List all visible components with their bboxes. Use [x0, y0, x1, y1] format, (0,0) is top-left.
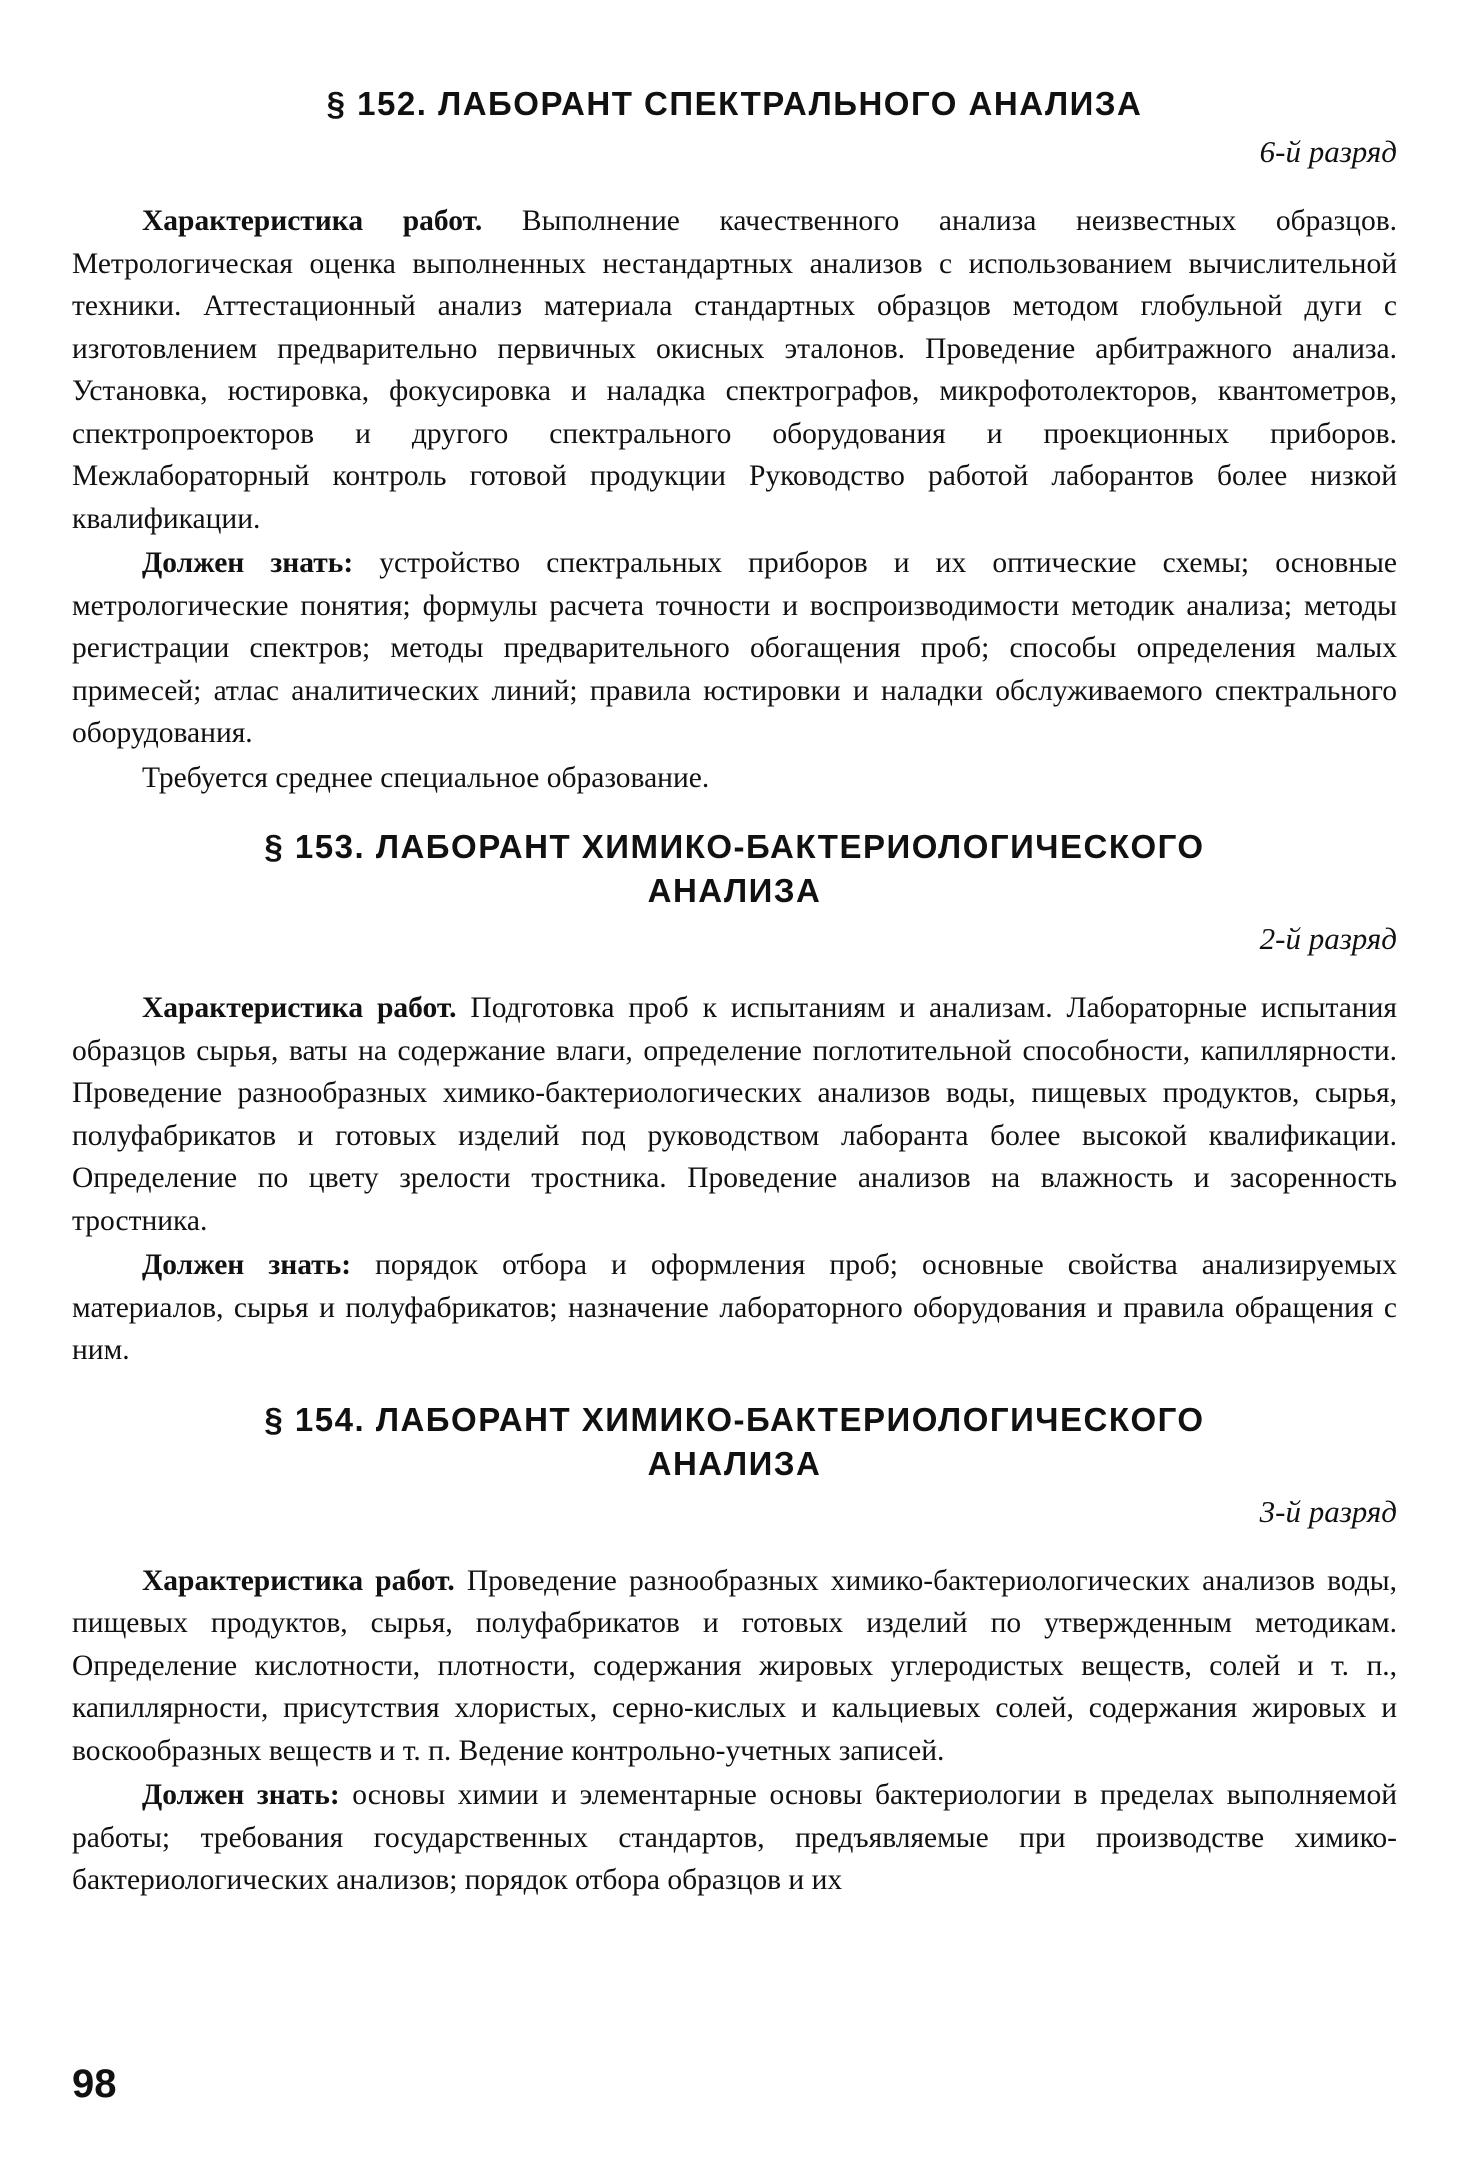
required-knowledge-label: Должен знать: — [142, 1249, 352, 1281]
section-154 — [72, 1398, 1397, 1902]
work-characteristics-text: Выполнение качественного анализа неизвестных образцов. Метрологическая оценка выполненных нестандартных анализов с использованием вычислительной техники. Аттестационный анализ материала стандартных образцов методом глобульной дуги с изготовлением предварительно первичных окисных эталонов. Проведение арбитражного анализа. Установка, юстировка, фокусировка и наладка спектрографов, микрофотолекторов, квантометров, спектропроекторов и другого спектрального оборудования и проекционных приборов. Межлабораторный контроль готовой продукции Руководство работой лаборантов более низкой квалификации. — [72, 205, 1398, 535]
work-characteristics-label: Характеристика работ. — [142, 205, 483, 237]
section-grade: 6-й разряд — [1259, 134, 1397, 169]
work-characteristics-label: Характеристика работ. — [142, 992, 457, 1024]
education-requirement: Требуется среднее специальное образование. — [142, 761, 710, 794]
section-153 — [72, 825, 1397, 1372]
required-knowledge — [72, 1244, 1397, 1372]
section-heading — [72, 1398, 1397, 1486]
required-knowledge-label: Должен знать: — [142, 1779, 340, 1811]
section-heading — [72, 82, 1397, 126]
work-characteristics-label: Характеристика работ. — [142, 1564, 455, 1597]
section-grade: 3-й разряд — [1259, 1493, 1397, 1529]
required-knowledge-text: основы химии и элементарные основы бактериологии в пределах выполняемой работы; требования государственных стандартов, предъявляемые при производстве химико-бактериологических анализов; порядок отбора образцов и их — [72, 1779, 1397, 1896]
section-heading-line1: § 153. ЛАБОРАНТ ХИМИКО-БАКТЕРИОЛОГИЧЕСКОГО — [264, 828, 1205, 865]
required-knowledge — [72, 542, 1397, 755]
section-grade: 2-й разряд — [1259, 921, 1397, 956]
required-knowledge-label: Должен знать: — [142, 547, 354, 579]
required-knowledge — [72, 1774, 1397, 1902]
section-152 — [72, 82, 1397, 799]
page-content — [72, 82, 1397, 1928]
section-heading-line1: § 152. ЛАБОРАНТ СПЕКТРАЛЬНОГО АНАЛИЗА — [326, 85, 1143, 122]
required-knowledge-text: порядок отбора и оформления проб; основные свойства анализируемых материалов, сырья и полуфабрикатов; назначение лабораторного оборудования и правила обращения с ним. — [72, 1249, 1397, 1366]
section-heading-line2: АНАЛИЗА — [647, 872, 822, 909]
page-number: 98 — [72, 2062, 117, 2106]
section-heading-line1: § 154. ЛАБОРАНТ ХИМИКО-БАКТЕРИОЛОГИЧЕСКОГО — [264, 1400, 1205, 1438]
work-characteristics — [72, 1560, 1397, 1773]
section-heading — [72, 825, 1397, 913]
section-heading-line2: АНАЛИЗА — [647, 1444, 822, 1482]
required-knowledge-text: устройство спектральных приборов и их оптические схемы; основные метрологические понятия; формулы расчета точности и воспроизводимости методик анализа; методы регистрации спектров; методы предварительного обогащения проб; способы определения малых примесей; атлас аналитических линий; правила юстировки и наладки обслуживаемого спектрального оборудования. — [72, 547, 1397, 749]
work-characteristics-text: Проведение разнообразных химико-бактериологических анализов воды, пищевых продуктов, сырья, полуфабрикатов и готовых изделий по утвержденным методикам. Определение кислотности, плотности, содержания жировых углеродистых веществ, солей и т. п., капиллярности, присутствия хлористых, серно-кислых и кальциевых солей, содержания жировых и воскообразных веществ и т. п. Ведение контрольно-учетных записей. — [72, 1564, 1397, 1767]
work-characteristics-text: Подготовка проб к испытаниям и анализам. Лабораторные испытания образцов сырья, ваты на содержание влаги, определение поглотительной способности, капиллярности. Проведение разнообразных химико-бактериологических анализов воды, пищевых продуктов, сырья, полуфабрикатов и готовых изделий под руководством лаборанта более высокой квалификации. Определение по цвету зрелости тростника. Проведение анализов на влажность и засоренность тростника. — [72, 992, 1397, 1237]
work-characteristics — [72, 200, 1397, 540]
work-characteristics — [72, 987, 1397, 1242]
